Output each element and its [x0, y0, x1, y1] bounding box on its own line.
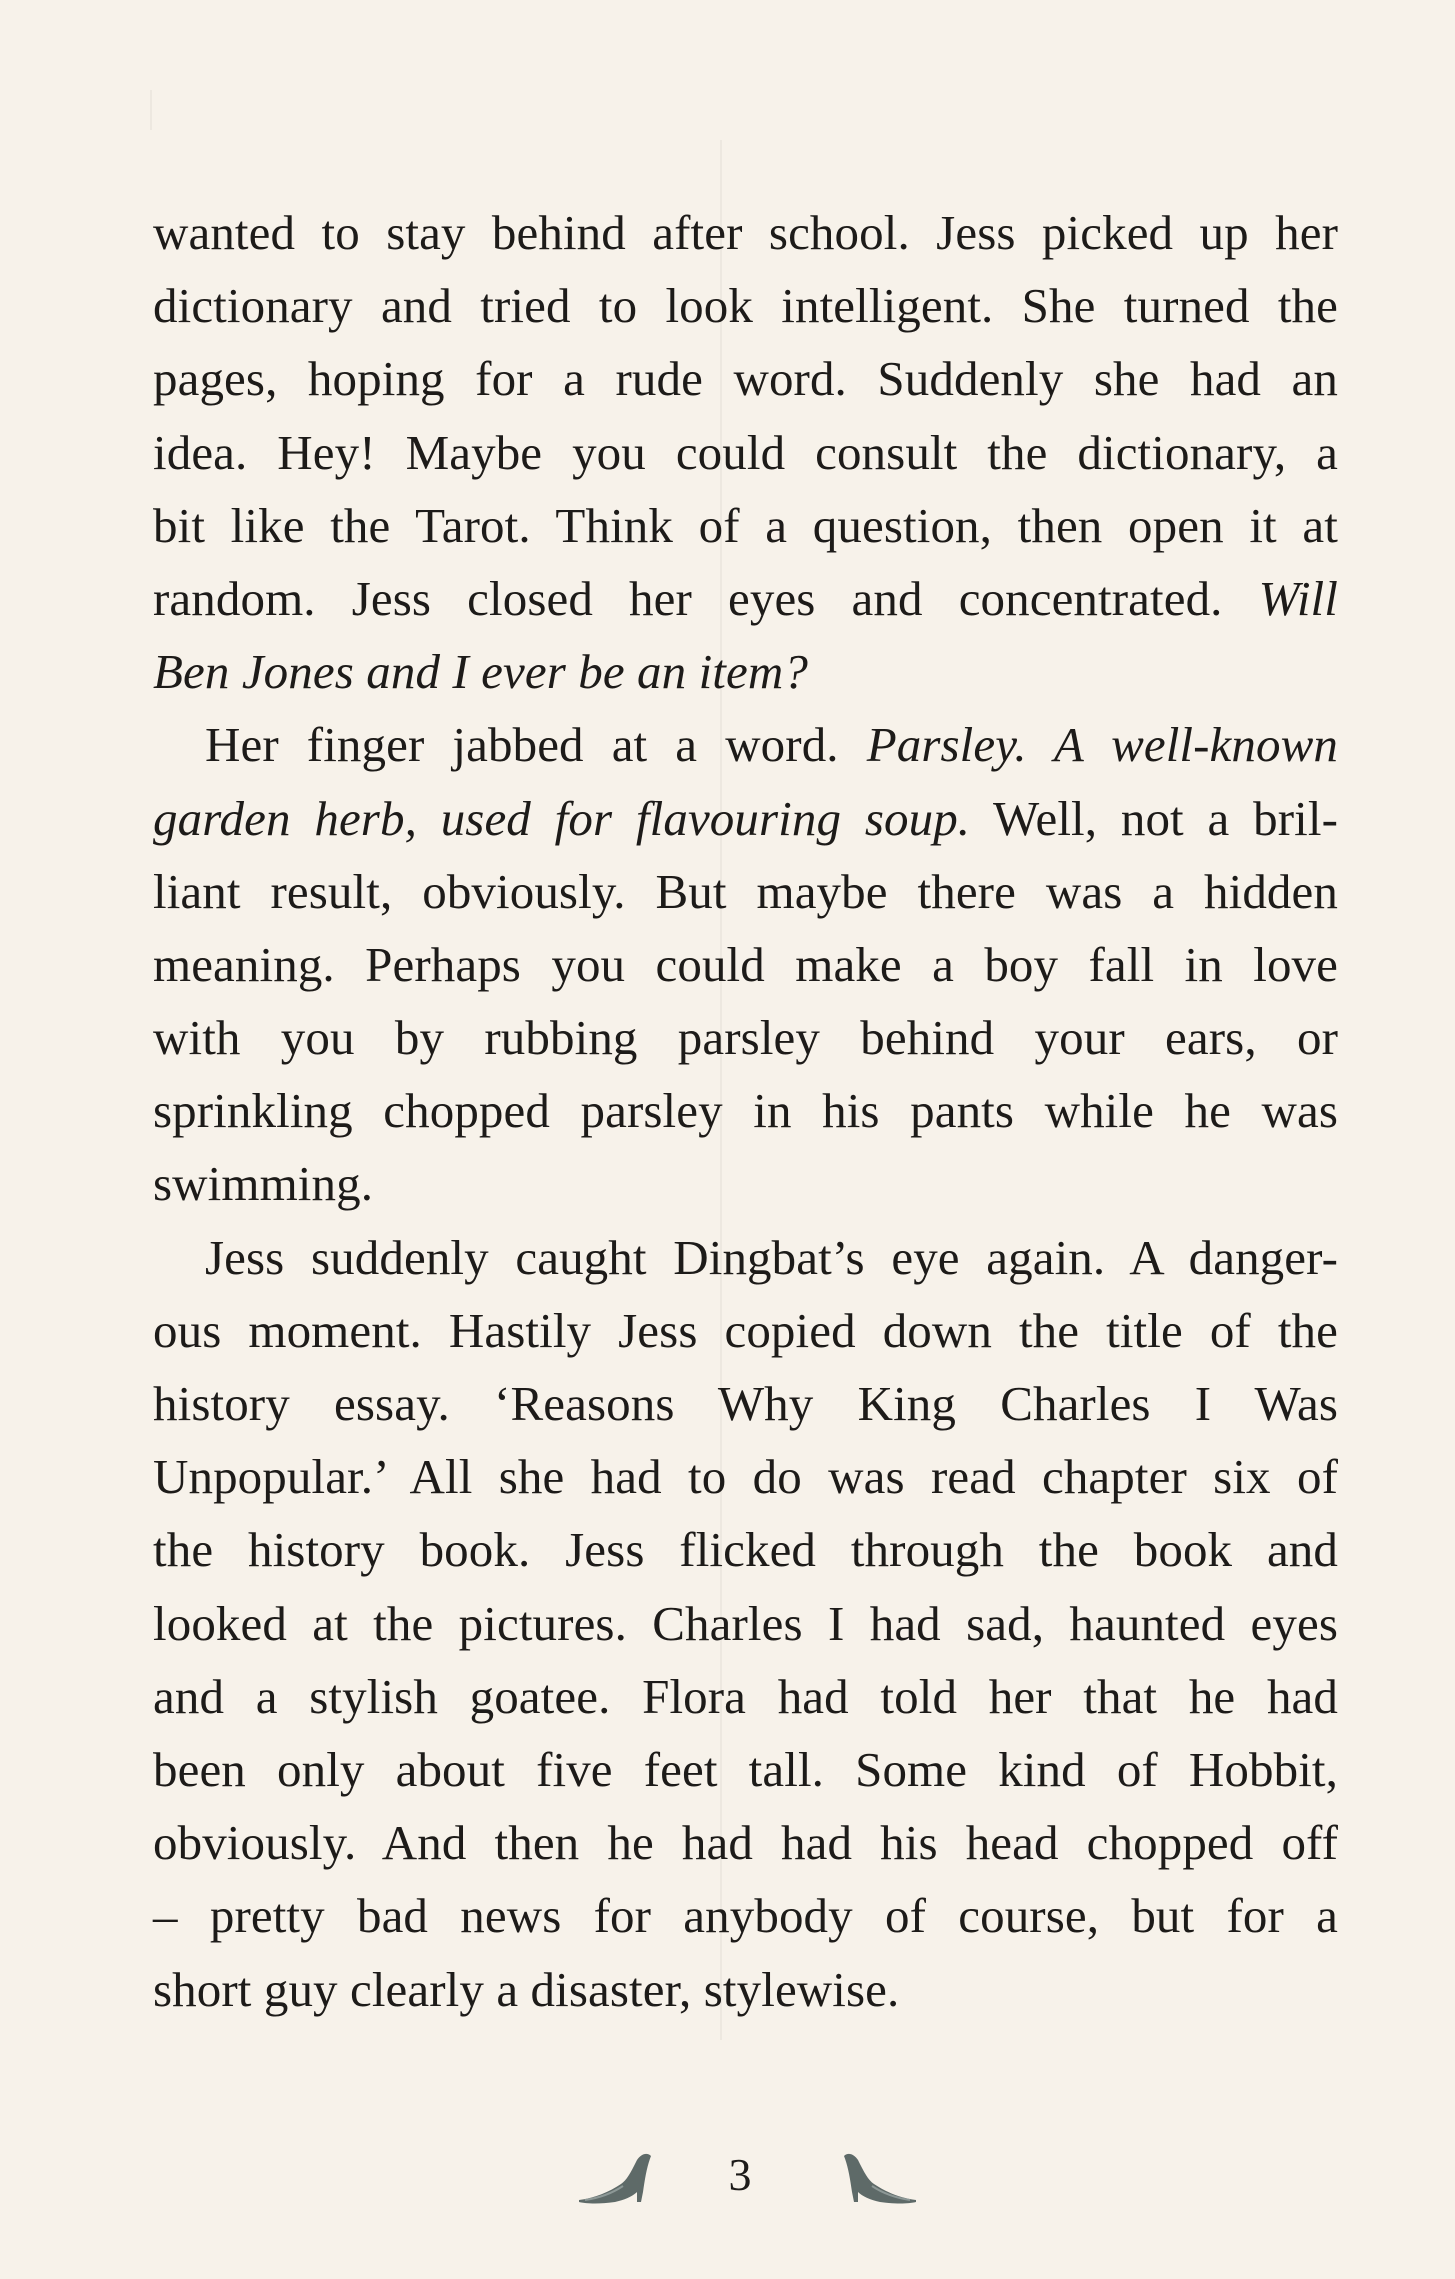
- text-span: dictionary and tried to look intelligent. She turned the: [153, 278, 1338, 334]
- text-line: [153, 489, 1338, 562]
- text-line: [153, 1733, 1338, 1806]
- text-line: [153, 196, 1338, 269]
- italic-span: Ben Jones and I ever be an item?: [153, 644, 808, 700]
- text-line: [153, 1001, 1338, 1074]
- text-span: bit like the Tarot. Think of a question, then open it at: [153, 497, 1338, 553]
- text-span: looked at the pictures. Charles I had sad, haunted eyes: [153, 1595, 1338, 1651]
- text-line: [153, 1367, 1338, 1440]
- text-span: random. Jess closed her eyes and concentrated.: [153, 570, 1223, 626]
- high-heel-shoe-icon: [840, 2148, 920, 2208]
- text-line: [153, 562, 1338, 635]
- text-line: [153, 1221, 1338, 1294]
- body-text: [153, 196, 1338, 2026]
- text-span: and a stylish goatee. Flora had told her that he had: [153, 1668, 1338, 1724]
- text-span: idea. Hey! Maybe you could consult the dictionary, a: [153, 424, 1338, 480]
- text-line: [153, 855, 1338, 928]
- text-line: [153, 1587, 1338, 1660]
- text-span: swimming.: [153, 1156, 374, 1212]
- text-line: [153, 1294, 1338, 1367]
- text-span: Her finger jabbed at a word.: [205, 717, 839, 773]
- text-line: [153, 1879, 1338, 1952]
- text-span: wanted to stay behind after school. Jess picked up her: [153, 205, 1338, 260]
- text-line: [153, 269, 1338, 342]
- high-heel-shoe-icon: [575, 2148, 655, 2208]
- text-span: meaning. Perhaps you could make a boy fall in love: [153, 936, 1338, 992]
- text-span: ous moment. Hastily Jess copied down the title of the: [153, 1302, 1338, 1358]
- text-span: Jess suddenly caught Dingbat’s eye again. A danger-: [205, 1229, 1338, 1285]
- text-span: – pretty bad news for anybody of course, but for a: [153, 1888, 1338, 1944]
- page-footer: [0, 2140, 1455, 2220]
- text-span: the history book. Jess flicked through the book and: [153, 1522, 1338, 1578]
- italic-span: Parsley. A well-known: [866, 717, 1338, 773]
- text-line: [153, 1513, 1338, 1586]
- text-line: [153, 342, 1338, 415]
- page-number: 3: [728, 2149, 752, 2200]
- text-span: been only about five feet tall. Some kind of Hobbit,: [153, 1741, 1338, 1797]
- text-span: with you by rubbing parsley behind your ears, or: [153, 1010, 1338, 1066]
- text-line: [153, 1953, 1338, 2026]
- text-span: history essay. ‘Reasons Why King Charles I Was: [153, 1376, 1338, 1431]
- text-line: [153, 708, 1338, 781]
- text-line: [153, 1440, 1338, 1513]
- text-line: [153, 635, 1338, 708]
- italic-span: garden herb, used for flavouring soup.: [153, 790, 971, 846]
- text-span: sprinkling chopped parsley in his pants while he was: [153, 1083, 1338, 1139]
- text-line: [153, 1147, 1338, 1220]
- text-span: short guy clearly a disaster, stylewise.: [153, 1961, 900, 2017]
- text-line: [153, 416, 1338, 489]
- text-line: [153, 1074, 1338, 1147]
- show-through-mark: [150, 90, 152, 130]
- text-line: [153, 1660, 1338, 1733]
- text-line: [153, 928, 1338, 1001]
- text-span: liant result, obviously. But maybe there was a hidden: [153, 863, 1338, 919]
- text-span: Well, not a bril-: [993, 790, 1339, 846]
- text-line: [153, 1806, 1338, 1879]
- text-line: [153, 782, 1338, 855]
- text-span: Unpopular.’ All she had to do was read chapter six of: [153, 1449, 1338, 1505]
- italic-span: Will: [1258, 570, 1338, 626]
- text-span: pages, hoping for a rude word. Suddenly she had an: [153, 351, 1338, 407]
- text-span: obviously. And then he had had his head chopped off: [153, 1815, 1338, 1871]
